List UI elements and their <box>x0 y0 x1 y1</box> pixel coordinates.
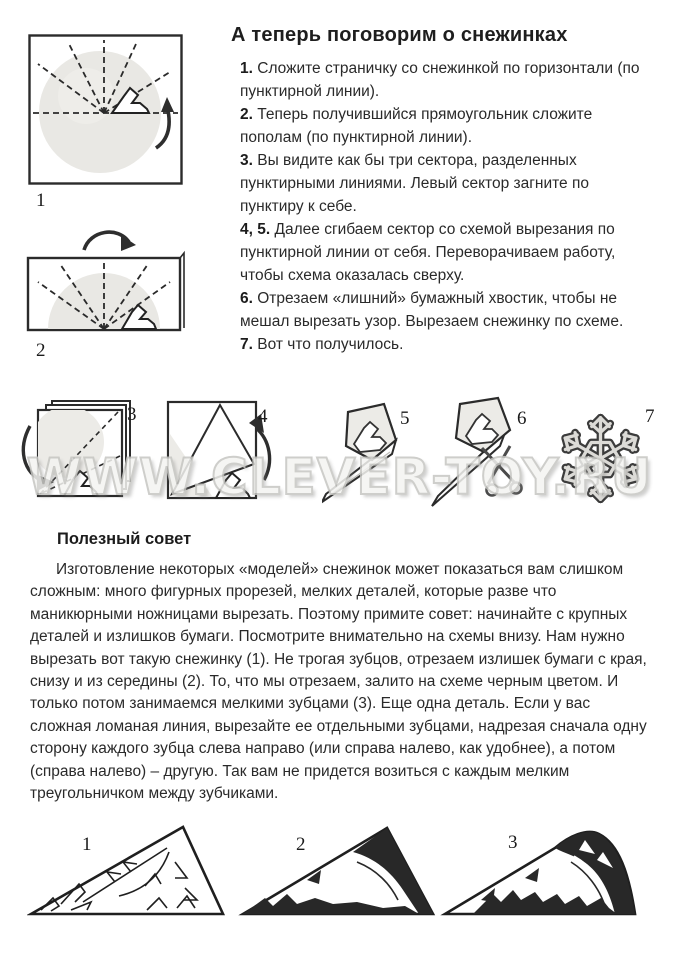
figure-step7-label: 7 <box>645 406 655 427</box>
instruction-number: 7. <box>240 336 253 353</box>
figure-step2-label: 2 <box>36 340 46 361</box>
instruction-item <box>240 149 642 218</box>
instruction-number: 3. <box>240 152 253 169</box>
figure-step1-label: 1 <box>36 190 46 211</box>
figure-step4-label: 4 <box>258 406 268 427</box>
instruction-item <box>240 333 642 356</box>
scheme3-label: 3 <box>508 832 518 853</box>
instruction-text: Теперь получившийся прямоугольник сложите пополам (по пунктирной линии). <box>240 106 593 146</box>
fold-arrow-icon <box>84 232 136 251</box>
instruction-list <box>240 57 642 356</box>
figure-step2-diagram <box>26 220 198 342</box>
instruction-text: Сложите страничку со снежинкой по горизонтали (по пунктирной линии). <box>240 60 640 100</box>
instruction-item <box>240 57 642 103</box>
fold-diagram-1 <box>28 34 184 186</box>
advice-heading: Полезный совет <box>57 530 192 548</box>
cut-scheme-3 <box>437 820 644 920</box>
instruction-text: Вот что получилось. <box>257 336 404 353</box>
scheme2-label: 2 <box>296 834 306 855</box>
scheme1-label: 1 <box>82 834 92 855</box>
watermark-text: WWW.CLEVER-TOY.RU <box>26 448 653 506</box>
instruction-item <box>240 218 642 287</box>
instruction-text: Вы видите как бы три сектора, разделенных пунктирными линиями. Левый сектор загните по пунктиру к себе. <box>240 152 589 215</box>
advice-body: Изготовление некоторых «моделей» снежинок может показаться вам слишком сложным: много фигурных прорезей, мелких деталей, которые разве что маникюрными ножницами вырезать. Поэтому примите совет: начинайте с крупных деталей и излишков бумаги. Посмотрите внимательно на схемы внизу. Нам нужно вырезать вот такую снежинку (1). Не трогая зубцов, отрезаем излишек бумаги с края, снизу и из середины (2). То, что мы отрезаем, залито на схеме черным цветом. И только потом занимаемся мелкими зубцами (3). Еще одна деталь. Если у вас сложная ломаная линия, вырезайте ее отдельными зубцами, надрезая сначала одну сторону каждого зубца слева направо (или справа налево, как удобнее), а потом (справа налево) – другую. Так вам не придется возиться с каждым мелким треугольничком между зубчиками. <box>30 561 647 803</box>
scheme3-diagram <box>437 820 644 920</box>
cut-scheme-2 <box>237 822 439 919</box>
figure-step6-label: 6 <box>517 408 527 429</box>
figure-step1-diagram <box>28 34 184 186</box>
instruction-text: Далее сгибаем сектор со схемой вырезания по пунктирной линии от себя. Переворачиваем работу, чтобы схема оказалась сверху. <box>240 221 616 284</box>
cut-scheme-1 <box>27 822 229 919</box>
figure-step5-label: 5 <box>400 408 410 429</box>
figure-step3-label: 3 <box>127 404 137 425</box>
instruction-number: 4, 5. <box>240 221 271 238</box>
instruction-number: 6. <box>240 290 253 307</box>
instruction-text: Отрезаем «лишний» бумажный хвостик, чтобы не мешал вырезать узор. Вырезаем снежинку по схеме. <box>240 290 624 330</box>
instruction-number: 2. <box>240 106 253 123</box>
fold-diagram-2 <box>26 220 198 342</box>
scheme2-diagram <box>237 822 439 919</box>
instruction-item <box>240 103 642 149</box>
scheme1-diagram <box>27 822 229 919</box>
page-title: А теперь поговорим о снежинках <box>231 24 568 46</box>
instruction-number: 1. <box>240 60 253 77</box>
instruction-item <box>240 287 642 333</box>
